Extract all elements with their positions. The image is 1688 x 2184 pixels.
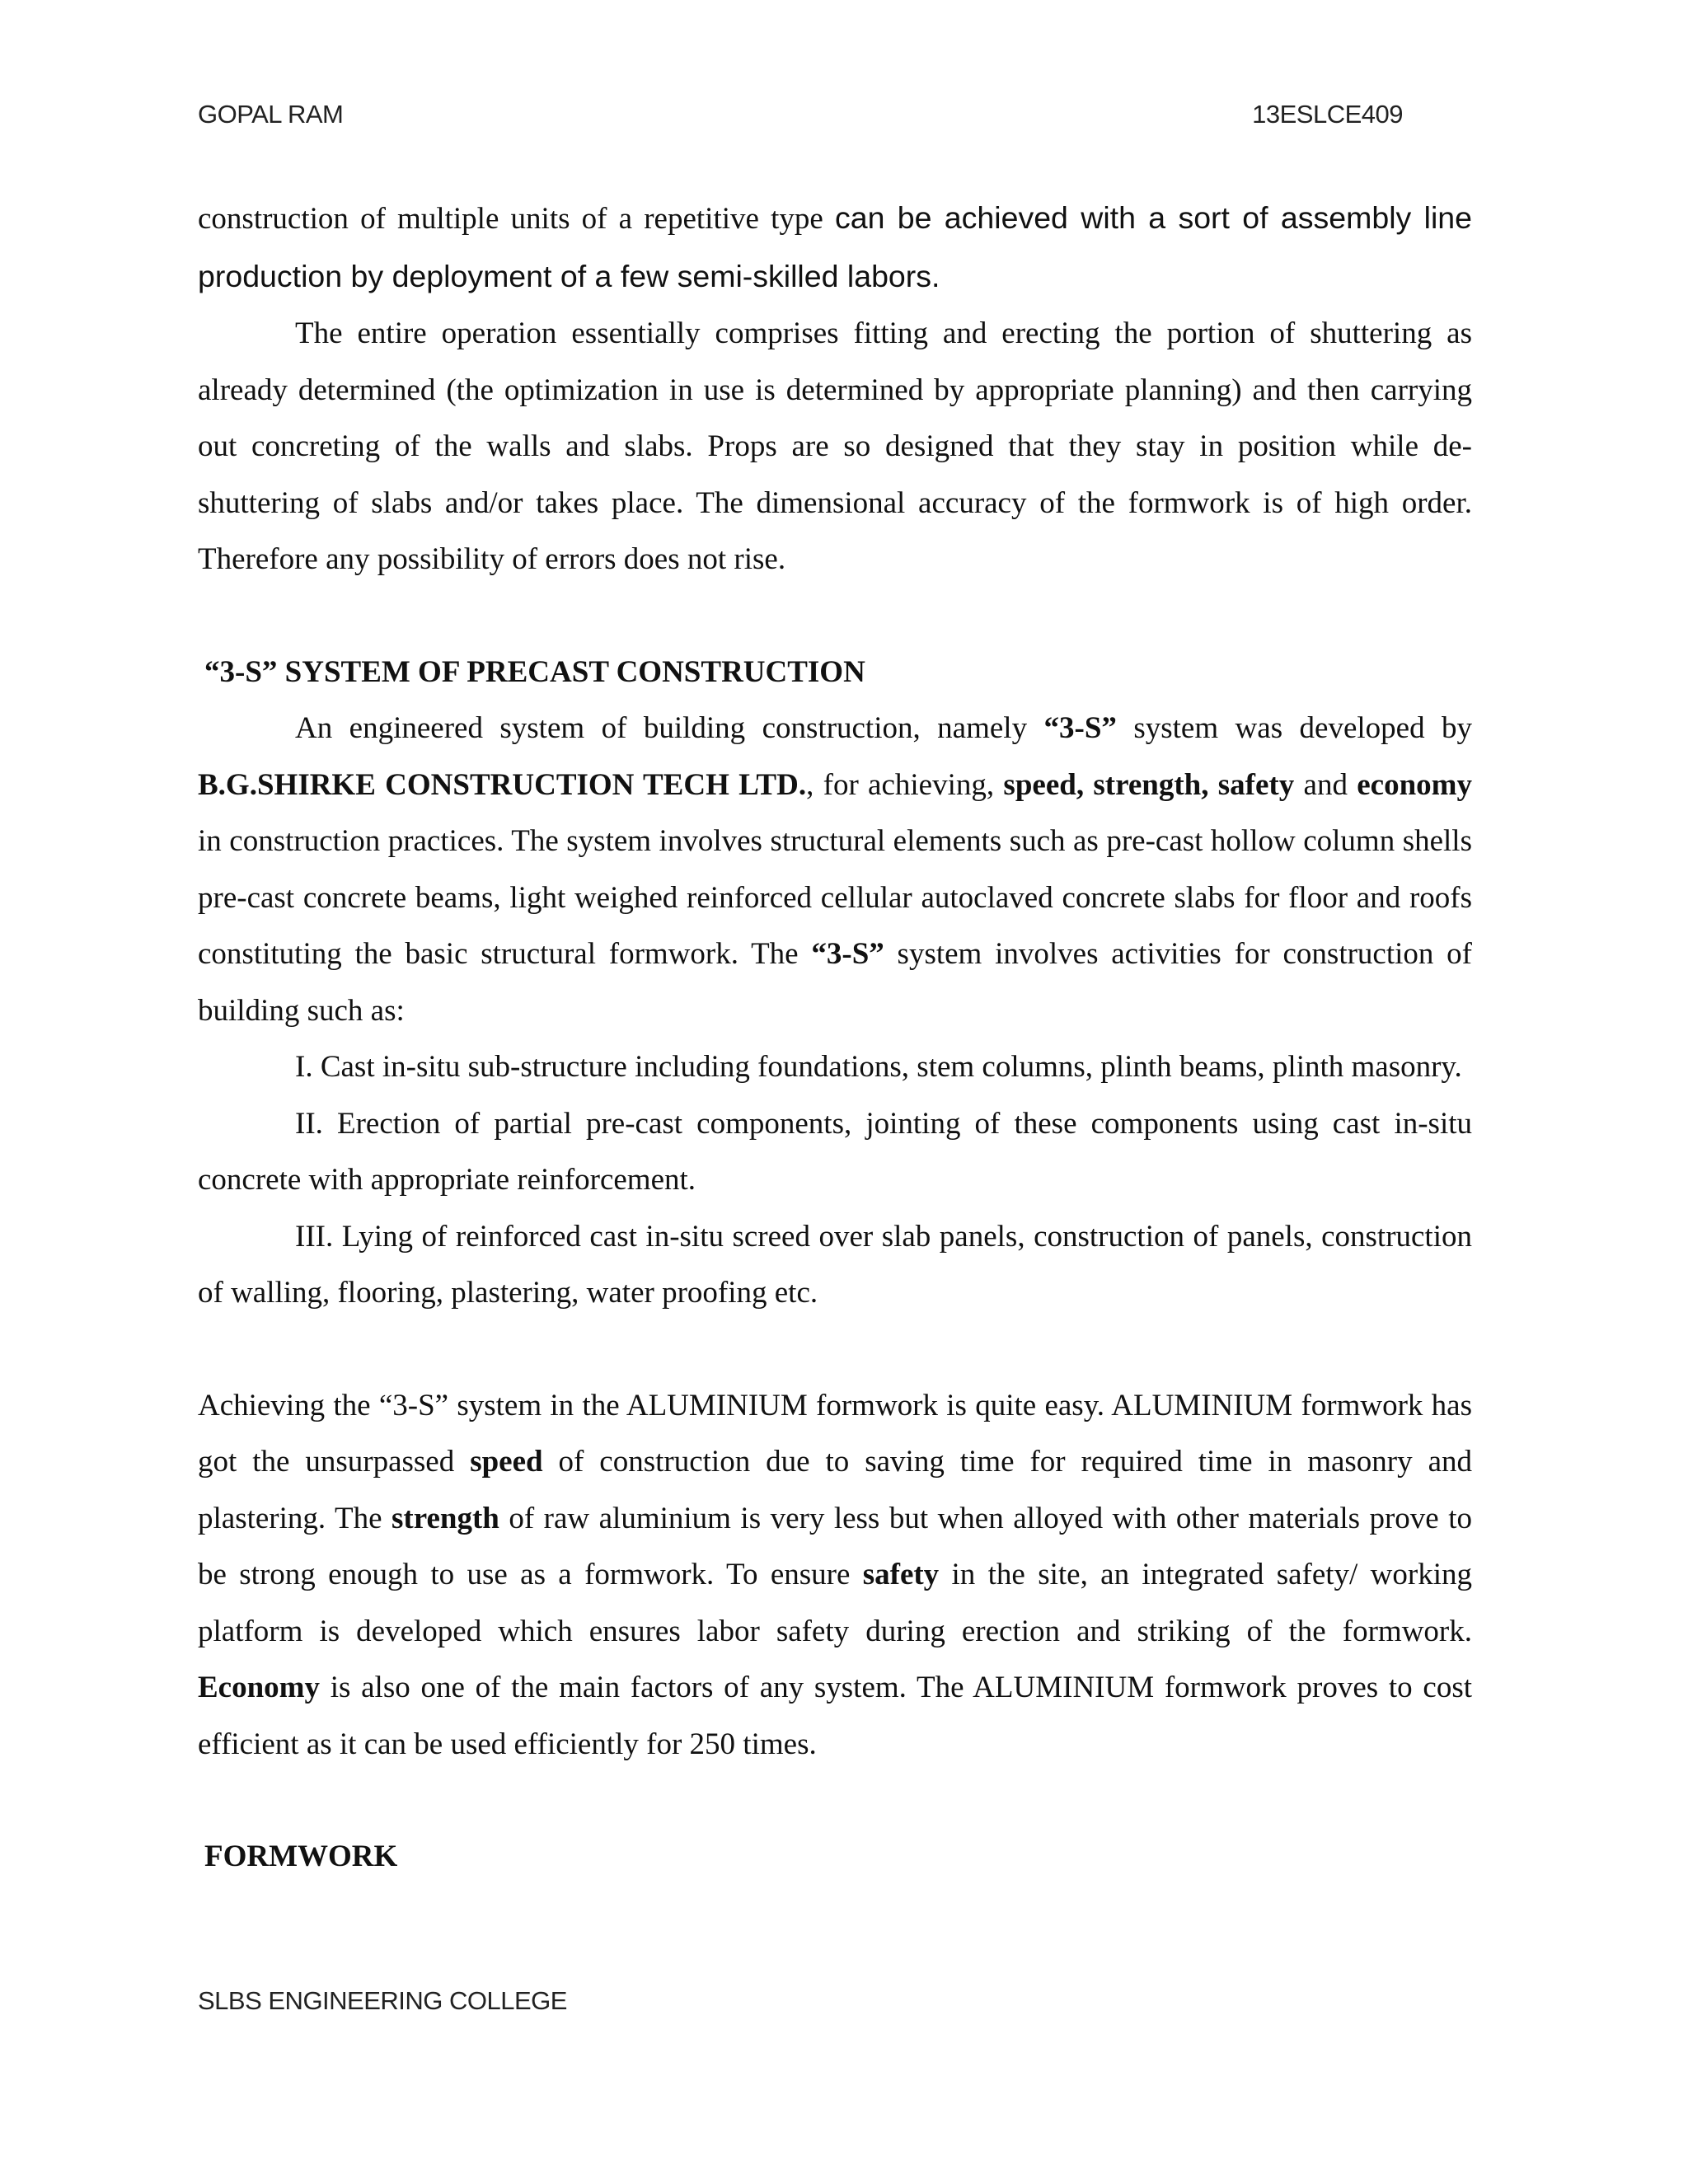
p3-text-1: An engineered system of building construction, namely [295,711,1044,745]
p4-bold-speed: speed [470,1445,543,1479]
p4-text-5: is also one of the main factors of any system. The ALUMINIUM formwork proves to cost efficient as it can be used efficiently for 250 times. [198,1671,1472,1761]
paragraph-operation: The entire operation essentially comprises fitting and erecting the portion of shuttering as already determined (the optimization in use is determined by appropriate planning) and then carrying out concreting of the walls and slabs. Props are so designed that they stay in position while de-shuttering of slabs and/or takes place. The dimensional accuracy of the formwork is of high order. Therefore any possibility of errors does not rise. [198,316,1472,576]
page-body [198,190,1472,1886]
p4-text-1: Achieving the “3-S” system in the ALUMINIUM formwork is quite easy. ALUMINIUM formwork has got the unsurpassed [198,1388,1472,1479]
p4-bold-strength: strength [392,1501,499,1535]
paragraph-continuation [198,190,1472,306]
list-item-3: III. Lying of reinforced cast in-situ screed over slab panels, construction of panels, construction of walling, flooring, plastering, water proofing etc. [198,1219,1472,1310]
p4-bold-economy: Economy [198,1671,320,1704]
p3-text-6: system involves activities for construction of building such as: [198,937,1472,1028]
list-item-2: II. Erection of partial pre-cast components, jointing of these components using cast in-situ concrete with appropriate reinforcement. [198,1106,1472,1197]
p4-text-4: in the site, an integrated safety/ working platform is developed which ensures labor safety during erection and striking of the formwork. [198,1558,1472,1648]
p3-bold-economy: economy [1357,767,1472,802]
section-heading-3s-system: “3-S” SYSTEM OF PRECAST CONSTRUCTION [204,654,865,689]
p3-bold-company: B.G.SHIRKE CONSTRUCTION TECH LTD. [198,767,807,802]
p4-bold-safety: safety [862,1558,940,1591]
p4-text-2: of construction due to saving time for required time in masonry and plastering. The [198,1445,1472,1535]
p3-bold-1: “3-S” [1043,711,1117,745]
header-roll-number: 13ESLCE409 [1252,100,1403,129]
p4-text-3: of raw aluminium is very less but when alloyed with other materials prove to be strong enough to use as a formwork. To ensure [198,1501,1472,1591]
header-author: GOPAL RAM [198,100,344,129]
p3-text-5: in construction practices. The system involves structural elements such as pre-cast hollow column shells pre-cast concrete beams, light weighed reinforced cellular autoclaved concrete slabs for floor and roofs constituting the basic structural formwork. The [198,824,1472,971]
list-item-1: I. Cast in-situ sub-structure including foundations, stem columns, plinth beams, plinth masonry. [295,1050,1462,1084]
paragraph-continuation-text: construction of multiple units of a repetitive type [198,202,835,236]
p3-text-2: system was developed by [1116,711,1473,745]
p3-bold-goals: speed, strength, safety [1003,767,1295,802]
footer-college: SLBS ENGINEERING COLLEGE [198,1986,567,2015]
paragraph-continuation-sans-text: can be achieved with a sort of assembly line production by deployment of a few semi-skilled labors. [198,200,1472,293]
paragraph-3s-system [198,701,1472,1039]
paragraph-aluminium [198,1378,1472,1774]
section-heading-formwork: FORMWORK [204,1840,398,1873]
p3-bold-3s: “3-S” [811,937,884,971]
p3-text-4: and [1294,767,1357,802]
p3-text-3: , for achieving, [806,767,1004,802]
